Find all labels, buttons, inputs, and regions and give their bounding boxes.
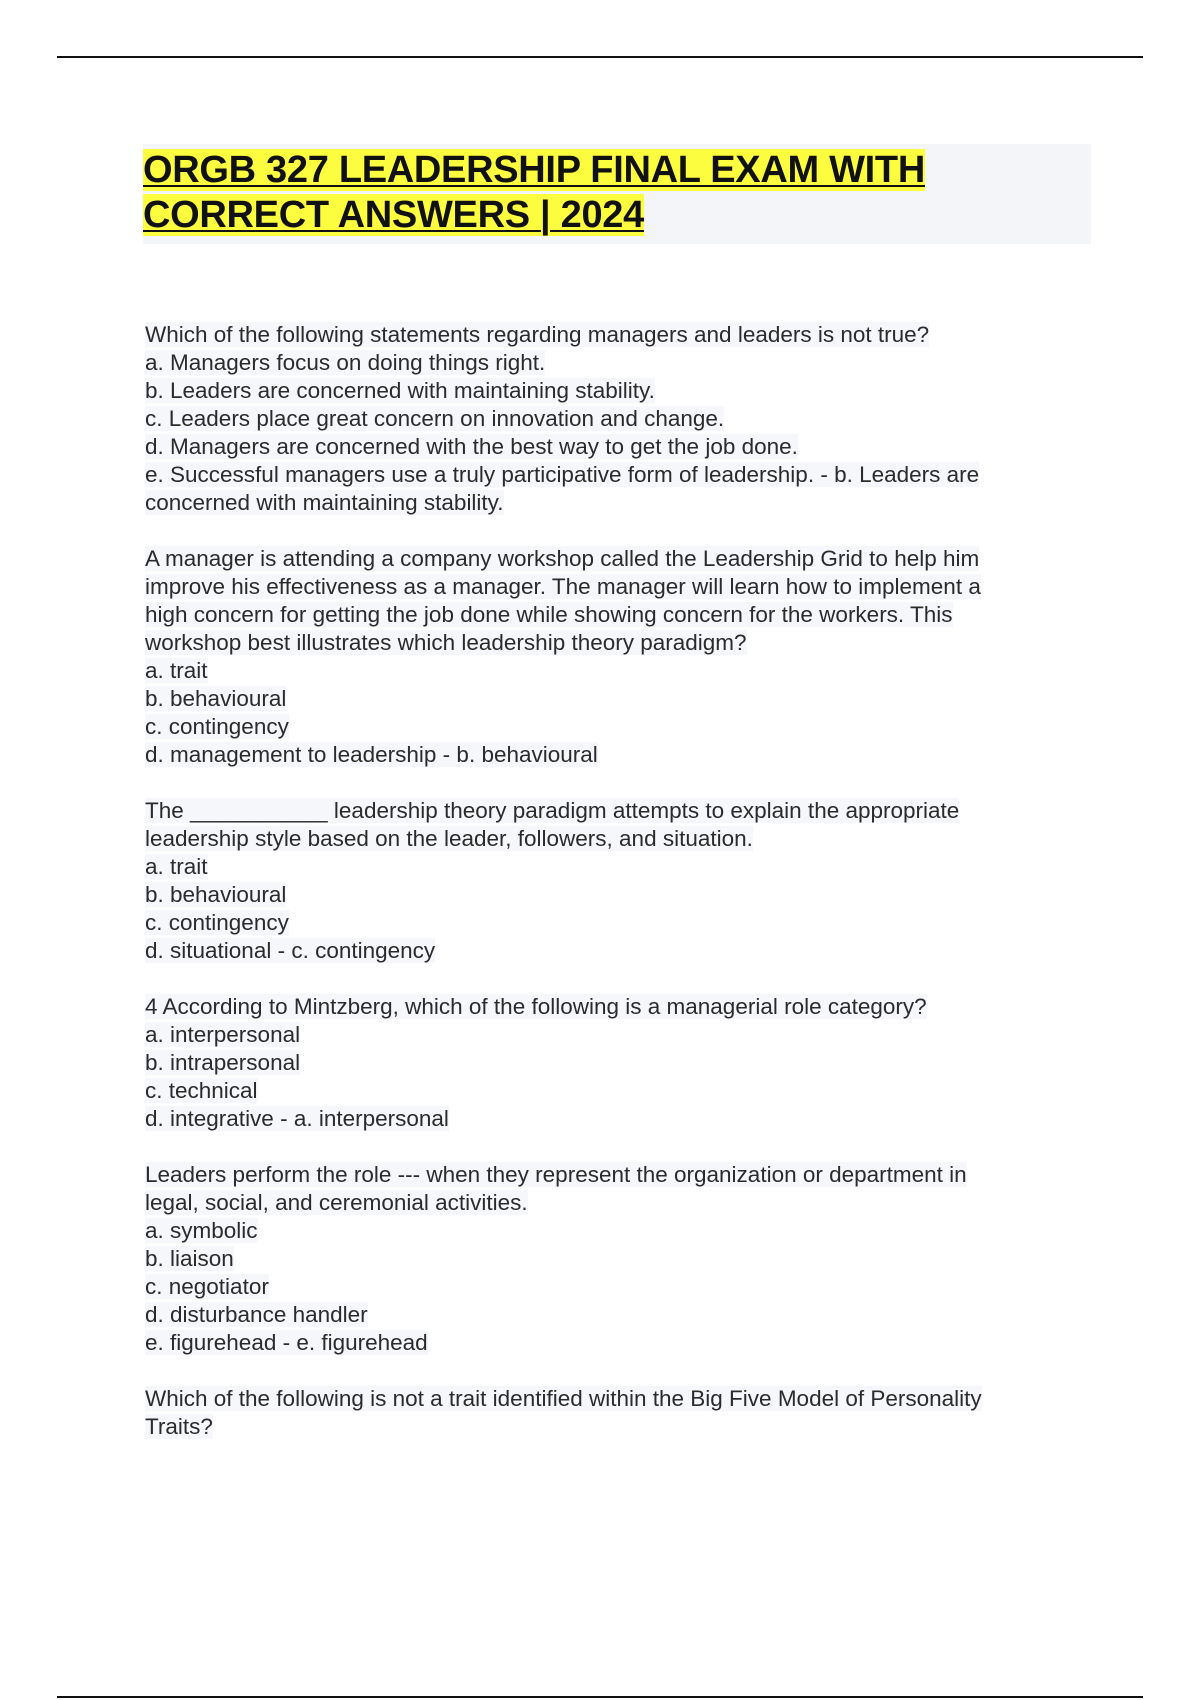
question-line	[145, 825, 1075, 853]
question-text-line	[145, 545, 1075, 573]
question-line	[145, 1245, 1075, 1273]
question-line	[145, 1105, 1075, 1133]
line-text: legal, social, and ceremonial activities.	[145, 1190, 528, 1215]
question-line	[145, 405, 1075, 433]
line-text: c. technical	[145, 1078, 258, 1103]
line-text: improve his effectiveness as a manager. The manager will learn how to implement a	[145, 574, 981, 599]
line-text: a. symbolic	[145, 1218, 258, 1243]
line-text: concerned with maintaining stability.	[145, 490, 504, 515]
line-text: high concern for getting the job done while showing concern for the workers. This	[145, 602, 953, 627]
line-text: b. liaison	[145, 1246, 234, 1271]
question-line	[145, 685, 1075, 713]
question-line	[145, 433, 1075, 461]
line-text: b. behavioural	[145, 686, 287, 711]
line-text: d. management to leadership - b. behavioural	[145, 742, 598, 767]
question-line	[145, 1077, 1075, 1105]
question-line	[145, 741, 1075, 769]
question-line	[145, 629, 1075, 657]
question-list	[145, 321, 1075, 1469]
title-line-1: ORGB 327 LEADERSHIP FINAL EXAM WITH	[143, 149, 925, 191]
question-line	[145, 713, 1075, 741]
question-line	[145, 1329, 1075, 1357]
question-line	[145, 489, 1075, 517]
line-text: workshop best illustrates which leadership theory paradigm?	[145, 630, 747, 655]
top-rule	[57, 56, 1143, 58]
line-text: Traits?	[145, 1414, 213, 1439]
question-line	[145, 349, 1075, 377]
title-block	[143, 144, 1091, 244]
question-block	[145, 545, 1075, 769]
question-text-line	[145, 993, 1075, 1021]
line-text: e. Successful managers use a truly participative form of leadership. - b. Leaders are	[145, 462, 980, 487]
question-text-line	[145, 1385, 1075, 1413]
line-text: d. integrative - a. interpersonal	[145, 1106, 449, 1131]
line-text: Which of the following statements regarding managers and leaders is not true?	[145, 322, 930, 347]
line-text: a. Managers focus on doing things right.	[145, 350, 546, 375]
line-text: b. intrapersonal	[145, 1050, 301, 1075]
line-text: c. contingency	[145, 714, 289, 739]
line-text: Which of the following is not a trait identified within the Big Five Model of Personality	[145, 1386, 982, 1411]
line-text: b. behavioural	[145, 882, 287, 907]
question-line	[145, 377, 1075, 405]
question-text-line	[145, 797, 1075, 825]
line-text: a. trait	[145, 854, 208, 879]
page-title	[143, 148, 1091, 238]
question-text-line	[145, 1161, 1075, 1189]
line-text: leadership style based on the leader, followers, and situation.	[145, 826, 753, 851]
line-text: A manager is attending a company workshop called the Leadership Grid to help him	[145, 546, 980, 571]
line-text: c. negotiator	[145, 1274, 269, 1299]
line-text: b. Leaders are concerned with maintaining stability.	[145, 378, 655, 403]
question-line	[145, 881, 1075, 909]
question-line	[145, 601, 1075, 629]
question-line	[145, 853, 1075, 881]
bottom-rule	[57, 1696, 1143, 1698]
question-line	[145, 1189, 1075, 1217]
question-line	[145, 657, 1075, 685]
question-block	[145, 797, 1075, 965]
line-text: a. interpersonal	[145, 1022, 301, 1047]
line-text: d. situational - c. contingency	[145, 938, 436, 963]
line-text: 4 According to Mintzberg, which of the following is a managerial role category?	[145, 994, 927, 1019]
line-text: The ___________ leadership theory paradigm attempts to explain the appropriate	[145, 798, 960, 823]
title-line-2: CORRECT ANSWERS | 2024	[143, 194, 644, 236]
line-text: d. disturbance handler	[145, 1302, 368, 1327]
line-text: Leaders perform the role --- when they represent the organization or department in	[145, 1162, 967, 1187]
question-block	[145, 321, 1075, 517]
question-line	[145, 909, 1075, 937]
question-block	[145, 993, 1075, 1133]
line-text: a. trait	[145, 658, 208, 683]
question-line	[145, 937, 1075, 965]
question-line	[145, 1021, 1075, 1049]
question-line	[145, 1049, 1075, 1077]
question-line	[145, 461, 1075, 489]
question-text-line	[145, 321, 1075, 349]
question-line	[145, 1217, 1075, 1245]
line-text: d. Managers are concerned with the best way to get the job done.	[145, 434, 798, 459]
line-text: e. figurehead - e. figurehead	[145, 1330, 428, 1355]
question-block	[145, 1385, 1075, 1441]
question-block	[145, 1161, 1075, 1357]
line-text: c. Leaders place great concern on innovation and change.	[145, 406, 725, 431]
question-line	[145, 573, 1075, 601]
question-line	[145, 1301, 1075, 1329]
question-line	[145, 1273, 1075, 1301]
question-line	[145, 1413, 1075, 1441]
line-text: c. contingency	[145, 910, 289, 935]
